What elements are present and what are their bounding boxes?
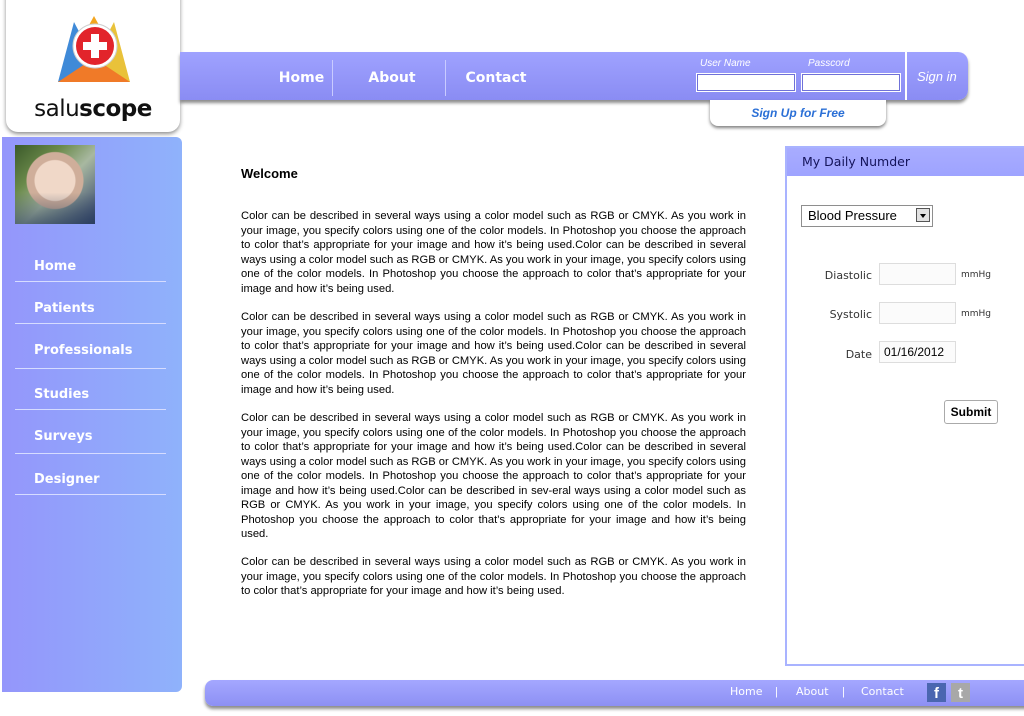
sidebar-item-label: Home — [34, 259, 77, 274]
sidebar-item-label: Patients — [34, 301, 95, 316]
sidebar-item-surveys[interactable] — [15, 411, 166, 454]
nav-divider — [332, 60, 333, 96]
top-nav-home[interactable]: Home — [278, 70, 325, 86]
footer-link-about[interactable]: About — [796, 685, 829, 698]
content-paragraph: Color can be described in several ways using a color model such as RGB or CMYK. As you work in your image, you specify colors using one of the color models. In Photoshop you choose the approach to color that’s appropriate for your image and how it’s being used. — [241, 556, 746, 597]
sidebar-item-studies[interactable] — [15, 369, 166, 410]
sidebar-item-label: Professionals — [34, 343, 133, 358]
submit-button[interactable]: Submit — [944, 400, 998, 424]
sidebar-item-professionals[interactable] — [15, 325, 166, 369]
systolic-input[interactable] — [879, 302, 956, 324]
chevron-down-icon — [916, 208, 930, 222]
top-nav-about[interactable]: About — [368, 70, 416, 86]
measure-select[interactable] — [801, 205, 933, 227]
brand-name: saluscope — [34, 96, 152, 122]
sidebar-item-label: Studies — [34, 387, 90, 402]
signin-divider — [905, 52, 907, 100]
content-paragraph: Color can be described in several ways using a color model such as RGB or CMYK. As you work in your image, you specify colors using one of the color models. In Photoshop you choose the approach to color that’s appropriate for your image and how it’s being used.Color can be described in several ways using a color model such as RGB or CMYK. As you work in your image, you specify colors using one of the color models. In Photoshop you choose the approach to color that’s appropriate for your image and how it’s being used. — [241, 210, 746, 295]
facebook-icon[interactable]: f — [927, 683, 946, 702]
footer-link-contact[interactable]: Contact — [861, 685, 904, 698]
nav-divider — [445, 60, 446, 96]
footer-separator: | — [842, 686, 845, 698]
twitter-icon[interactable]: t — [951, 683, 970, 702]
logo[interactable] — [6, 0, 180, 132]
page-title: Welcome — [241, 166, 298, 181]
measure-select-value: Blood Pressure — [808, 208, 897, 223]
diastolic-label: Diastolic — [824, 269, 872, 282]
top-nav-bar — [180, 52, 968, 100]
footer-link-home[interactable]: Home — [730, 685, 763, 698]
footer-separator: | — [775, 686, 778, 698]
username-label: User Name — [700, 58, 751, 69]
content-paragraph: Color can be described in several ways using a color model such as RGB or CMYK. As you work in your image, you specify colors using one of the color models. In Photoshop you choose the approach to color that’s appropriate for your image and how it’s being used.Color can be described in several ways using a color model such as RGB or CMYK. As you work in your image, you specify colors using one of the color models. In Photoshop you choose the approach to color that’s appropriate for your image and how it’s being used. — [241, 311, 746, 396]
diastolic-unit: mmHg — [961, 270, 992, 280]
username-input[interactable] — [697, 74, 795, 91]
top-nav-contact[interactable]: Contact — [465, 70, 527, 86]
sidebar-item-patients[interactable] — [15, 283, 166, 324]
sidebar-item-designer[interactable] — [15, 454, 166, 495]
diastolic-input[interactable] — [879, 263, 956, 285]
sidebar — [2, 137, 182, 692]
sign-in-button[interactable]: Sign in — [917, 69, 957, 84]
sidebar-item-label: Designer — [34, 472, 100, 487]
daily-number-panel — [785, 146, 1024, 666]
footer-bar — [205, 680, 1024, 706]
date-input[interactable]: 01/16/2012 — [879, 341, 956, 363]
password-label: Passcord — [808, 58, 850, 69]
systolic-unit: mmHg — [961, 309, 992, 319]
panel-title: My Daily Numder — [787, 148, 1024, 176]
systolic-label: Systolic — [829, 308, 872, 321]
medical-cross-logo-icon — [50, 12, 138, 92]
sign-up-link[interactable]: Sign Up for Free — [710, 100, 886, 126]
password-input[interactable] — [802, 74, 900, 91]
date-label: Date — [845, 348, 872, 361]
sidebar-item-home[interactable] — [15, 241, 166, 282]
sidebar-item-label: Surveys — [34, 429, 93, 444]
user-avatar[interactable] — [15, 145, 95, 224]
content-paragraph: Color can be described in several ways using a color model such as RGB or CMYK. As you work in your image, you specify colors using one of the color models. In Photoshop you choose the approach to color that’s appropriate for your image and how it’s being used.Color can be described in several ways using a color model such as RGB or CMYK. As you work in your image, you specify colors using one of the color models. In Photoshop you choose the approach to color that’s appropriate for your image and how it’s being used.Color can be described in sev-eral ways using a color model such as RGB or CMYK. As you work in your image, you specify colors using one of the color models. In Photoshop you choose the approach to color that’s appropriate for your image and how it’s being used. — [241, 412, 746, 540]
